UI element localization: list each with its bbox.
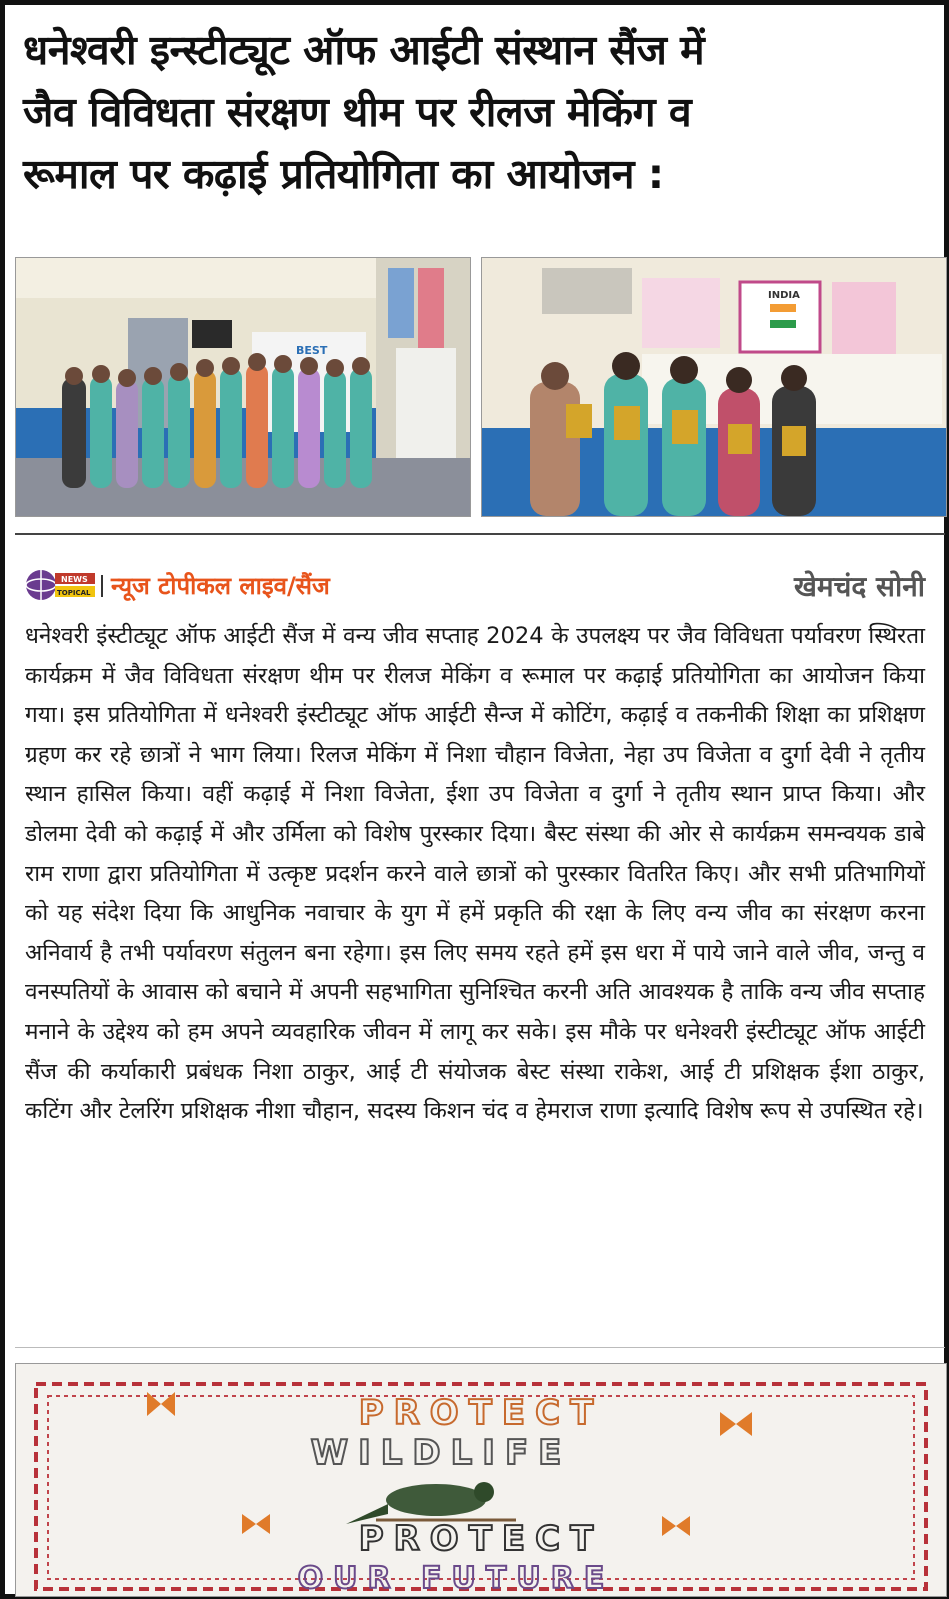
logo-text-news: NEWS (61, 575, 88, 584)
article-body (25, 617, 925, 1132)
embroidery-line-2: WILDLIFE (310, 1433, 572, 1473)
headline-line-1: धनेश्वरी इन्स्टीट्यूट ऑफ आईटी संस्थान सैंज में (23, 26, 705, 74)
section-divider (15, 533, 945, 535)
poster-text: INDIA (768, 290, 800, 301)
headline (23, 19, 923, 205)
news-topical-logo (25, 567, 97, 603)
article-paragraph: धनेश्वरी इंस्टीट्यूट ऑफ आईटी सैंज में वन्य जीव सप्ताह 2024 के उपलक्ष्य पर जैव विविधता पर्यावरण स्थिरता कार्यक्रम में जैव विविधता संरक्षण थीम पर रीलज मेकिंग व रूमाल पर कढ़ाई प्रतियोगिता का आयोजन किया गया। इस प्रतियोगिता में धनेश्वरी इंस्टीट्यूट ऑफ आईटी सैन्ज में कोटिंग, कढ़ाई व तकनीकी शिक्षा का प्रशिक्षण ग्रहण कर रहे छात्रों ने भाग लिया। रिलज मेकिंग में निशा चौहान विजेता, नेहा उप विजेता व दुर्गा देवी ने तृतीय स्थान हासिल किया। वहीं कढ़ाई में निशा विजेता, ईशा उप विजेता व दुर्गा ने तृतीय स्थान प्राप्त किया। और डोलमा देवी को कढ़ाई में और उर्मिला को विशेष पुरस्कार दिया। बैस्ट संस्था की ओर से कार्यक्रम समन्वयक डाबे राम राणा द्वारा प्रतियोगिता में उत्कृष्ट प्रदर्शन करने वाले छात्रों को पुरस्कार वितरित किए। और सभी प्रतिभागियों को यह संदेश दिया कि आधुनिक नवाचार के युग में हमें प्रकृति की रक्षा के लिए वन्य जीव का संरक्षण करना अनिवार्य है तभी पर्यावरण संतुलन बना रहेगा। इस लिए समय रहते हमें इस धरा में पाये जाने वाले जीव, जन्तु व वनस्पतियों के आवास को बचाने में अपनी सहभागिता सुनिश्चित करनी अति आवश्यक है ताकि वन्य जीव सप्ताह मनाने के उद्देश्य को हम अपने व्यवहारिक जीवन में लागू कर सके। इस मौके पर धनेश्वरी इंस्टीट्यूट ऑफ आईटी सैंज की कर्याकारी प्रबंधक निशा ठाकुर, आई टी संयोजक बेस्ट संस्था राकेश, आई टी प्रशिक्षक ईशा ठाकुर, कटिंग और टेलरिंग प्रशिक्षक नीशा चौहान, सदस्य किशन चंद व हेमराज राणा इत्यादि विशेष रूप से उपस्थित रहे। (25, 623, 925, 1125)
group-photo-illustration (16, 258, 470, 516)
byline (25, 567, 925, 603)
embroidery-illustration (16, 1364, 946, 1596)
winners-photo-illustration (482, 258, 946, 516)
embroidery-line-1: PROTECT (358, 1393, 604, 1433)
embroidery-photo (15, 1363, 947, 1597)
outlet-name: न्यूज टोपीकल लाइव/सैंज (111, 572, 330, 600)
byline-separator (101, 575, 103, 597)
group-photo (15, 257, 471, 517)
embroidery-line-3: PROTECT (358, 1519, 604, 1559)
reporter-name: खेमचंद सोनी (793, 570, 925, 603)
embroidery-line-4: OUR FUTURE (297, 1561, 615, 1596)
headline-line-2: जैव विविधता संरक्षण थीम पर रीलज मेकिंग व (23, 88, 692, 136)
headline-line-3: रूमाल पर कढ़ाई प्रतियोगिता का आयोजन : (23, 150, 664, 198)
logo-text-topical: TOPICAL (57, 589, 91, 597)
winners-photo (481, 257, 947, 517)
banner-text: BEST (296, 344, 328, 357)
bottom-divider (15, 1347, 945, 1348)
